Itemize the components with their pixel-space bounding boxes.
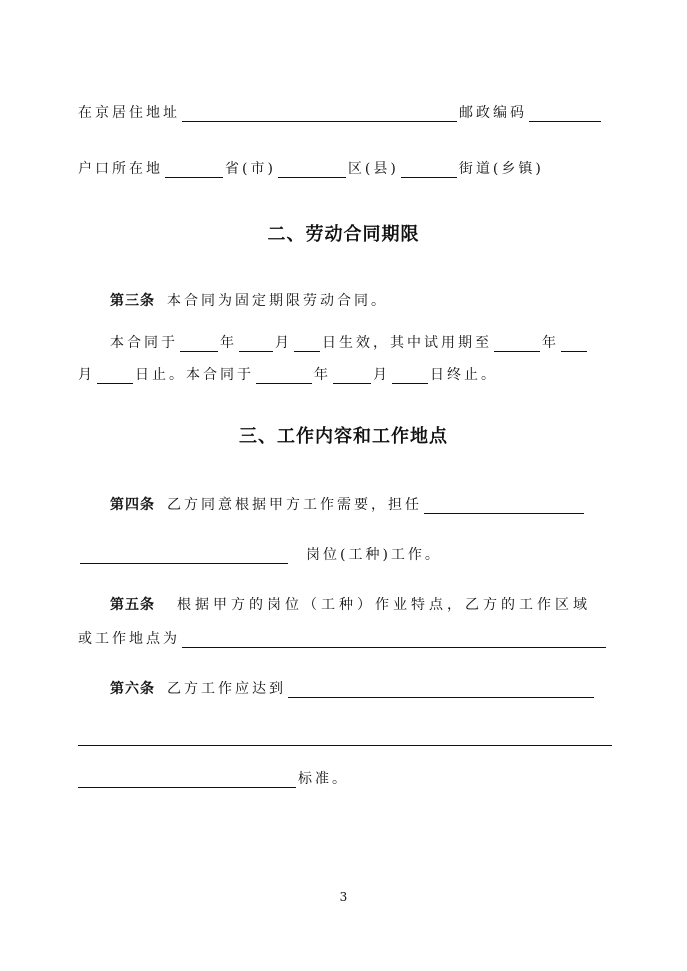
probation-day-blank[interactable] <box>97 367 133 384</box>
page-number: 3 <box>339 890 348 904</box>
article-3-dates-line-2 <box>78 362 612 384</box>
residence-address-line <box>78 100 612 122</box>
street-label: 街道(乡镇) <box>458 161 544 177</box>
hukou-line <box>78 156 612 178</box>
section-3-heading: 三、工作内容和工作地点 <box>239 426 448 447</box>
street-blank[interactable] <box>401 161 457 178</box>
year-label: 年 <box>314 367 331 383</box>
district-blank[interactable] <box>278 161 346 178</box>
article-6-line-3 <box>78 766 612 788</box>
workplace-label: 或工作地点为 <box>78 631 180 647</box>
article-3-text: 本合同为固定期限劳动合同。 <box>167 293 388 309</box>
end-month-blank[interactable] <box>333 367 371 384</box>
position-blank-2[interactable] <box>80 547 288 564</box>
article-4-line <box>110 492 612 514</box>
standard-blank-line-2[interactable] <box>78 745 612 746</box>
month-label: 月 <box>78 367 95 383</box>
probation-label: 日生效，其中试用期至 <box>322 335 492 351</box>
postal-code-label: 邮政编码 <box>459 105 527 121</box>
effective-month-blank[interactable] <box>239 335 273 352</box>
article-5-line <box>110 592 612 614</box>
article-3-title: 第三条 <box>110 293 155 309</box>
year-label: 年 <box>220 335 237 351</box>
end-day-blank[interactable] <box>392 367 428 384</box>
end-label: 日止。本合同于 <box>135 367 254 383</box>
probation-month-blank[interactable] <box>561 335 587 352</box>
residence-label: 在京居住地址 <box>78 105 180 121</box>
article-5-text: 根据甲方的岗位（工种）作业特点，乙方的工作区域 <box>177 597 591 613</box>
article-6-tail: 标准。 <box>298 771 349 787</box>
standard-blank[interactable] <box>288 681 594 698</box>
province-label: 省(市) <box>225 161 276 177</box>
province-blank[interactable] <box>165 161 223 178</box>
probation-year-blank[interactable] <box>494 335 540 352</box>
article-3-line <box>110 288 644 310</box>
article-5-line-2 <box>78 626 612 648</box>
hukou-label: 户口所在地 <box>78 161 163 177</box>
article-6-line <box>110 676 612 698</box>
postal-code-blank[interactable] <box>529 105 601 122</box>
effective-year-blank[interactable] <box>180 335 218 352</box>
article-3-dates-line-1 <box>110 330 612 352</box>
end-year-blank[interactable] <box>256 367 312 384</box>
effective-day-blank[interactable] <box>294 335 320 352</box>
month-label: 月 <box>275 335 292 351</box>
section-2-heading: 二、劳动合同期限 <box>267 224 420 245</box>
article-4-line-2 <box>78 542 612 564</box>
standard-blank-3[interactable] <box>78 771 296 788</box>
effective-label: 本合同于 <box>110 335 178 351</box>
month-label: 月 <box>373 367 390 383</box>
position-blank[interactable] <box>424 497 584 514</box>
article-5-title: 第五条 <box>110 597 155 613</box>
residence-blank[interactable] <box>182 105 457 122</box>
article-6-text: 乙方工作应达到 <box>167 681 286 697</box>
district-label: 区(县) <box>347 161 399 177</box>
terminate-label: 日终止。 <box>430 367 498 383</box>
article-4-text: 乙方同意根据甲方工作需要，担任 <box>167 497 422 513</box>
article-6-title: 第六条 <box>110 681 155 697</box>
year-label: 年 <box>542 335 559 351</box>
workplace-blank[interactable] <box>182 631 606 648</box>
article-4-tail: 岗位(工种)工作。 <box>306 547 442 563</box>
article-4-title: 第四条 <box>110 497 155 513</box>
